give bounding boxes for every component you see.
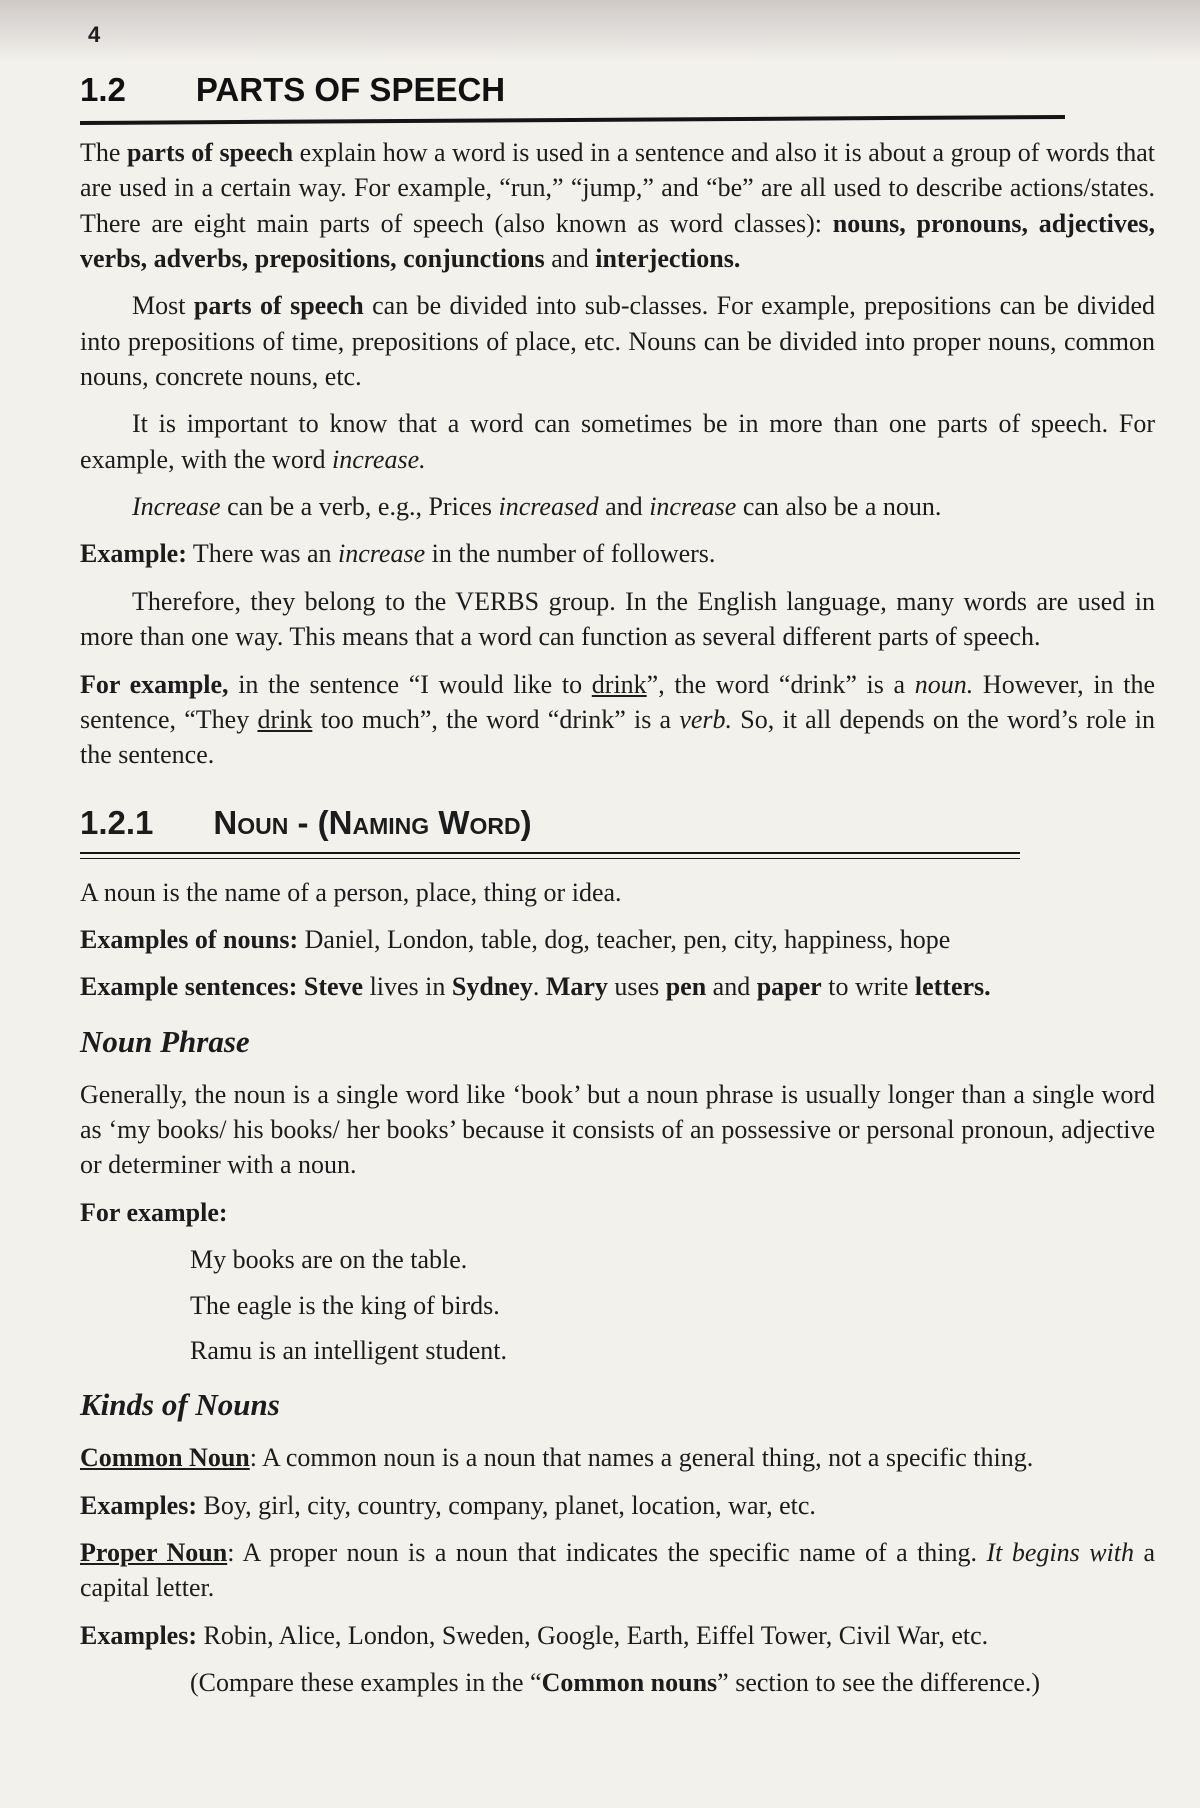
intro-paragraph-2: Most parts of speech can be divided into sub-classes. For example, prepositions can be divided into prepositions of time, prepositions of place, etc. Nouns can be divided into proper nouns, common nouns, concrete nouns, etc.	[80, 291, 1155, 392]
noun-definition: A noun is the name of a person, place, thing or idea.	[80, 877, 622, 907]
compare-note: (Compare these examples in the “Common nouns” section to see the difference.)	[190, 1668, 1041, 1698]
list-item: My books are on the table.	[190, 1245, 468, 1275]
common-noun-examples: Examples: Boy, girl, city, country, company, planet, location, war, etc.	[80, 1490, 816, 1520]
scan-top-shadow	[0, 0, 1200, 62]
intro-paragraph-4: Increase can be a verb, e.g., Prices increased and increase can also be a noun.	[132, 492, 942, 522]
proper-noun-examples: Examples: Robin, Alice, London, Sweden, Google, Earth, Eiffel Tower, Civil War, etc.	[80, 1620, 989, 1650]
for-example-label: For example:	[80, 1197, 228, 1227]
kinds-of-nouns-heading: Kinds of Nouns	[80, 1387, 280, 1423]
intro-paragraph-7: For example, in the sentence “I would like to drink”, the word “drink” is a noun. However, in the sentence, “They drink too much”, the word “drink” is a verb. So, it all depends on the word’s role in the sentence.	[80, 669, 1155, 770]
document-page	[80, 68, 1155, 1701]
subsection-rule	[80, 852, 1020, 859]
subsection-number: 1.2.1	[80, 803, 154, 841]
section-title: PARTS OF SPEECH	[195, 71, 506, 108]
proper-noun-definition: Proper Noun: A proper noun is a noun that indicates the specific name of a thing. It begins with a capital letter.	[80, 1538, 1155, 1603]
subsection-heading	[80, 801, 1155, 846]
heading-rule	[80, 115, 1065, 125]
common-noun-definition: Common Noun: A common noun is a noun that names a general thing, not a specific thing.	[80, 1443, 1034, 1473]
subsection-title: Noun - (Naming Word)	[213, 803, 532, 841]
intro-paragraph-5: Example: There was an increase in the number of followers.	[80, 539, 716, 569]
page-number: 4	[88, 22, 101, 47]
noun-phrase-body: Generally, the noun is a single word like ‘book’ but a noun phrase is usually longer than a single word as ‘my books/ his books/ her books’ because it consists of an possessive or personal pronoun, adjective or determiner with a noun.	[80, 1079, 1155, 1180]
section-heading	[80, 68, 1155, 113]
noun-examples: Examples of nouns: Daniel, London, table, dog, teacher, pen, city, happiness, hope	[80, 924, 951, 954]
list-item: Ramu is an intelligent student.	[190, 1335, 508, 1365]
noun-example-sentences: Example sentences: Steve lives in Sydney. Mary uses pen and paper to write letters.	[80, 972, 991, 1002]
intro-paragraph-6: Therefore, they belong to the VERBS group. In the English language, many words are used in more than one way. This means that a word can function as several different parts of speech.	[80, 586, 1155, 652]
section-number: 1.2	[80, 71, 126, 108]
intro-paragraph-1: The parts of speech explain how a word is used in a sentence and also it is about a group of words that are used in a certain way. For example, “run,” “jump,” and “be” are all used to describe actions/states. There are eight main parts of speech (also known as word classes): nouns, pronouns, adjectives, verbs, adverbs, prepositions, conjunctions and interjections.	[80, 137, 1156, 273]
noun-phrase-examples	[190, 1242, 1155, 1368]
intro-paragraph-3: It is important to know that a word can sometimes be in more than one parts of speech. For example, with the word increase.	[80, 409, 1155, 474]
list-item: The eagle is the king of birds.	[190, 1290, 500, 1320]
noun-phrase-heading: Noun Phrase	[80, 1023, 250, 1059]
